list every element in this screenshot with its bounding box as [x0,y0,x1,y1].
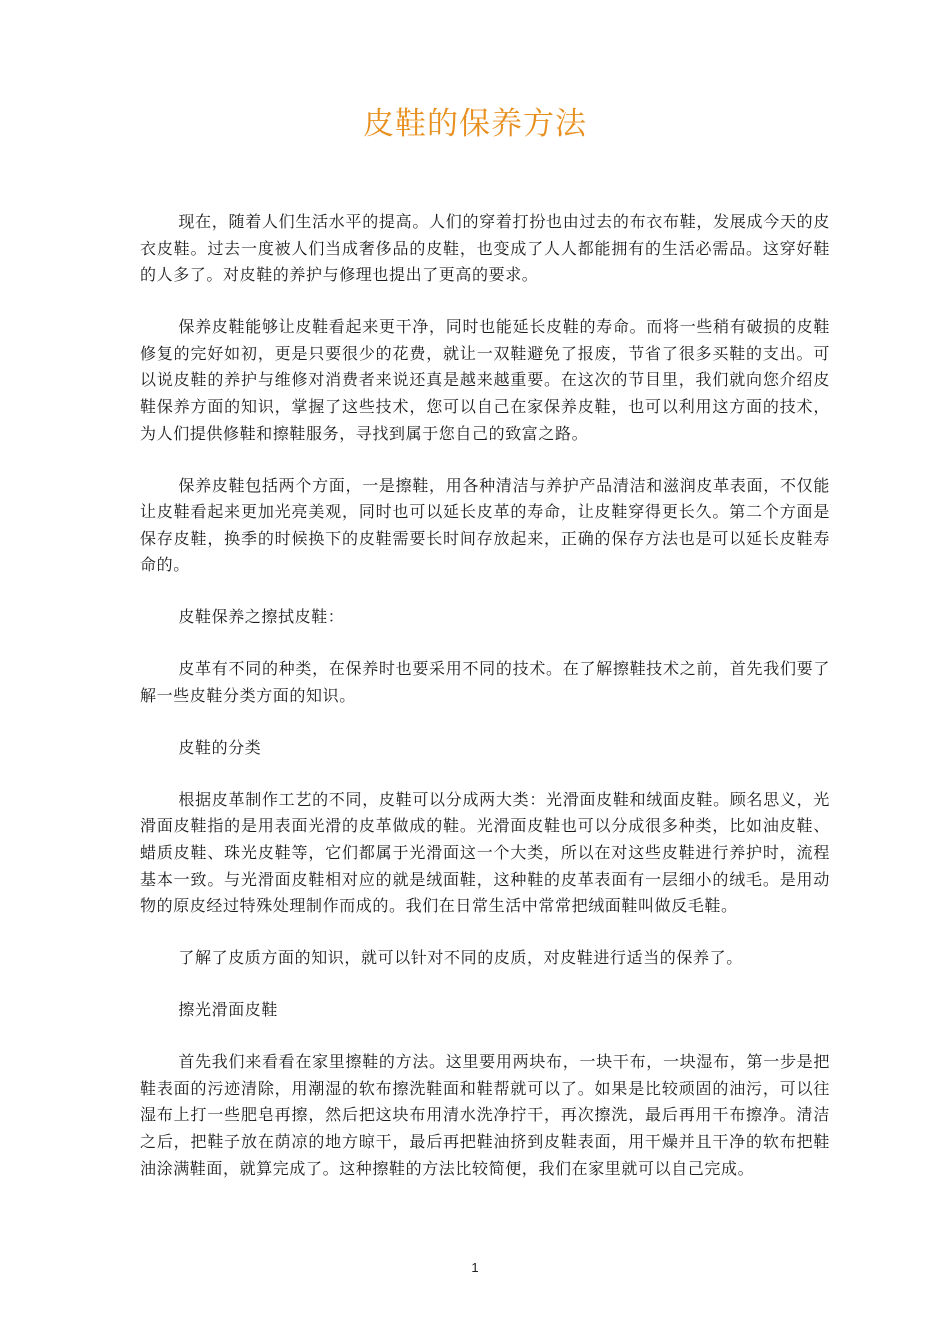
paragraph-home-cleaning: 首先我们来看看在家里擦鞋的方法。这里要用两块布，一块干布，一块湿布，第一步是把鞋表面的污迹清除，用潮湿的软布擦洗鞋面和鞋帮就可以了。如果是比较顽固的油污，可以往湿布上打一些肥皂再擦，然后把这块布用清水洗净拧干，再次擦洗，最后再用干布擦净。清洁之后，把鞋子放在荫凉的地方晾干，最后再把鞋油挤到皮鞋表面，用干燥并且干净的软布把鞋油涂满鞋面，就算完成了。这种擦鞋的方法比较简便，我们在家里就可以自己完成。 [140,1052,830,1178]
paragraph-summary: 了解了皮质方面的知识，就可以针对不同的皮质，对皮鞋进行适当的保养了。 [178,948,743,968]
paragraph-classification: 根据皮革制作工艺的不同，皮鞋可以分成两大类：光滑面皮鞋和绒面皮鞋。顾名思义，光滑面皮鞋指的是用表面光滑的皮革做成的鞋。光滑面皮鞋也可以分成很多种类，比如油皮鞋、蜡质皮鞋、珠光皮鞋等，它们都属于光滑面这一个大类，所以在对这些皮鞋进行养护时，流程基本一致。与光滑面皮鞋相对应的就是绒面鞋，这种鞋的皮革表面有一层细小的绒毛。是用动物的原皮经过特殊处理制作而成的。我们在日常生活中常常把绒面鞋叫做反毛鞋。 [140,789,830,916]
paragraph-two-aspects: 保养皮鞋包括两个方面，一是擦鞋，用各种清洁与养护产品清洁和滋润皮革表面，不仅能让皮鞋看起来更加光亮美观，同时也可以延长皮革的寿命，让皮鞋穿得更长久。第二个方面是保存皮鞋，换季的时候换下的皮鞋需要长时间存放起来，正确的保存方法也是可以延长皮鞋寿命的。 [140,475,830,575]
paragraph-leather-types: 皮革有不同的种类，在保养时也要采用不同的技术。在了解擦鞋技术之前，首先我们要了解一些皮鞋分类方面的知识。 [140,659,830,705]
paragraph-maintenance-benefits: 保养皮鞋能够让皮鞋看起来更干净，同时也能延长皮鞋的寿命。而将一些稍有破损的皮鞋修复的完好如初，更是只要很少的花费，就让一双鞋避免了报废，节省了很多买鞋的支出。可以说皮鞋的养护与维修对消费者来说还真是越来越重要。在这次的节目里，我们就向您介绍皮鞋保养方面的知识，掌握了这些技术，您可以自己在家保养皮鞋，也可以利用这方面的技术，为人们提供修鞋和擦鞋服务，寻找到属于您自己的致富之路。 [140,317,830,443]
document-body [140,209,830,1208]
page-number: 1 [471,1260,479,1275]
document-title: 皮鞋的保养方法 [363,106,587,142]
paragraph-intro: 现在，随着人们生活水平的提高。人们的穿着打扮也由过去的布衣布鞋，发展成今天的皮衣皮鞋。过去一度被人们当成奢侈品的皮鞋，也变成了人人都能拥有的生活必需品。这穿好鞋的人多了。对皮鞋的养护与修理也提出了更高的要求。 [140,212,830,285]
section-heading-wiping: 皮鞋保养之擦拭皮鞋： [178,607,345,627]
section-heading-smooth-leather: 擦光滑面皮鞋 [178,1000,278,1020]
section-heading-classification: 皮鞋的分类 [178,737,262,757]
